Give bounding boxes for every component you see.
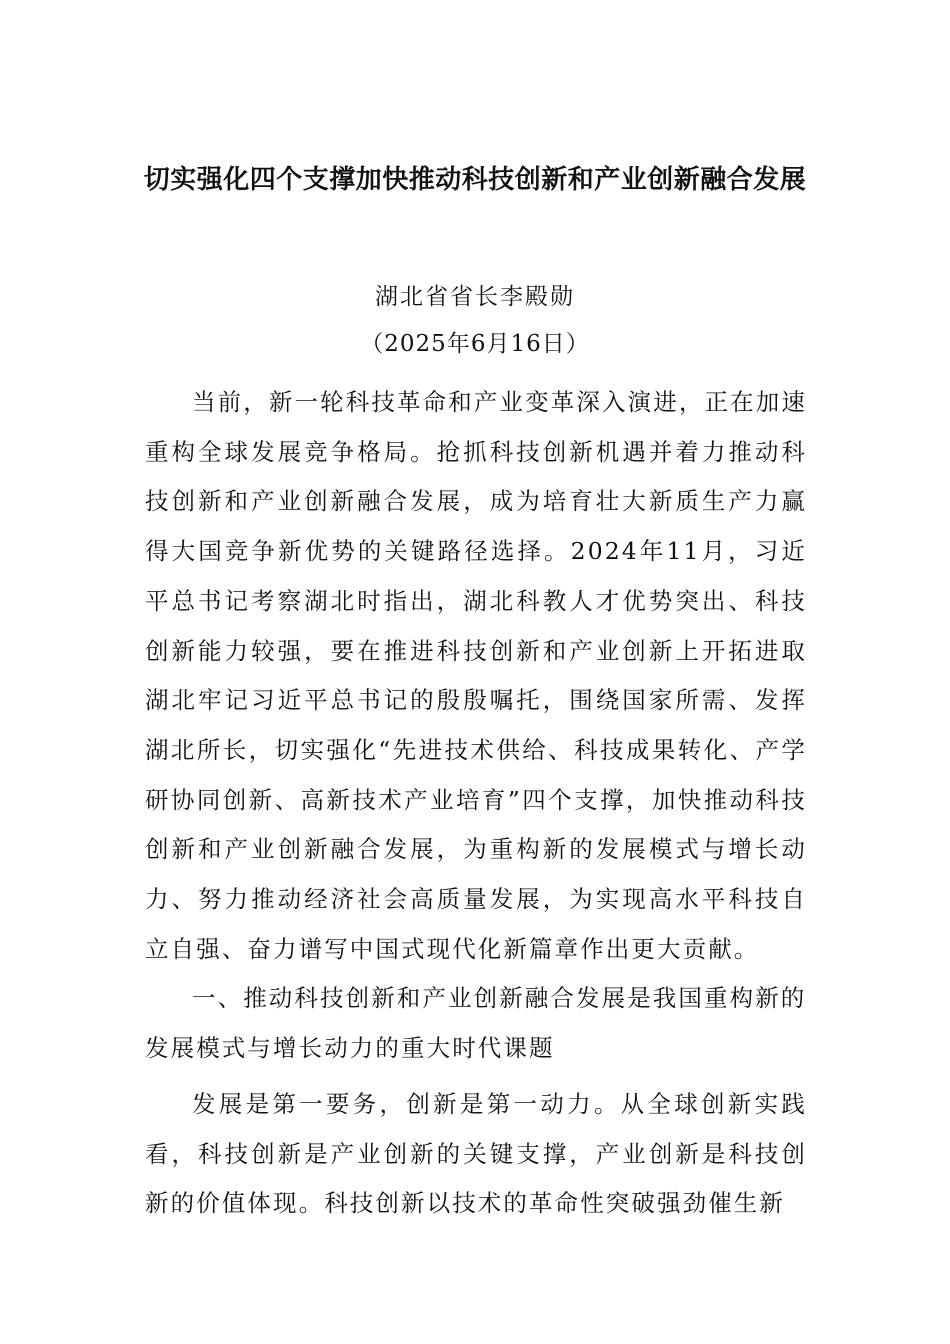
- document-title: 切实强化四个支撑加快推动科技创新和产业创新融合发展: [143, 165, 807, 195]
- document-author: 湖北省省长李殿勋: [375, 284, 575, 310]
- document-body: [145, 378, 807, 1229]
- body-paragraph: 当前，新一轮科技革命和产业变革深入演进，正在加速重构全球发展竞争格局。抢抓科技创新机遇并着力推动科技创新和产业创新融合发展，成为培育壮大新质生产力赢得大国竞争新优势的关键路径选择。2024年11月，习近平总书记考察湖北时指出，湖北科教人才优势突出、科技创新能力较强，要在推进科技创新和产业创新上开拓进取湖北牢记习近平总书记的殷殷嘱托，围绕国家所需、发挥湖北所长，切实强化“先进技术供给、科技成果转化、产学研协同创新、高新技术产业培育”四个支撑，加快推动科技创新和产业创新融合发展，为重构新的发展模式与增长动力、努力推动经济社会高质量发展，为实现高水平科技自立自强、奋力谱写中国式现代化新篇章作出更大贡献。: [145, 388, 807, 963]
- section-paragraph: 发展是第一要务，创新是第一动力。从全球创新实践看，科技创新是产业创新的关键支撑，产业创新是科技创新的价值体现。科技创新以技术的革命性突破强劲催生新: [145, 1089, 807, 1218]
- document-date: （2025年6月16日）: [360, 331, 590, 357]
- section-heading: 一、推动科技创新和产业创新融合发展是我国重构新的发展模式与增长动力的重大时代课题: [145, 984, 807, 1063]
